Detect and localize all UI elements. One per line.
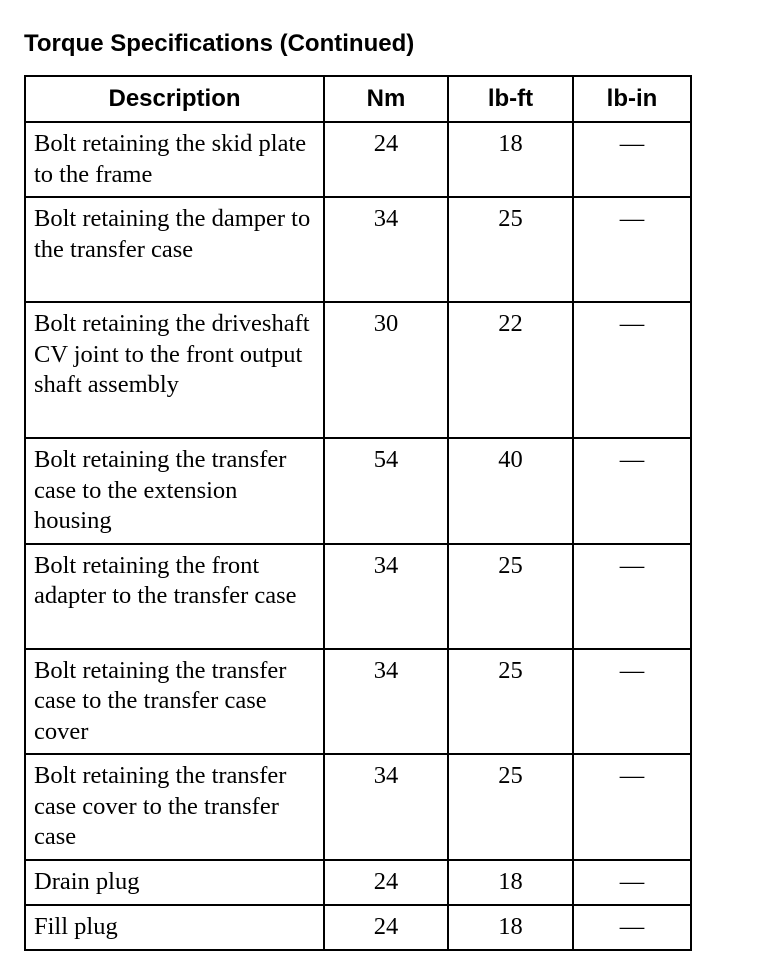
cell-lb-ft: 18: [448, 860, 573, 905]
cell-lb-ft: 22: [448, 302, 573, 438]
cell-description: Bolt retaining the damper to the transfer case: [25, 197, 324, 302]
cell-lb-in: —: [573, 197, 691, 302]
cell-nm: 34: [324, 197, 448, 302]
table-row: [25, 544, 691, 649]
table-row: [25, 860, 691, 905]
cell-description: Bolt retaining the transfer case to the transfer case cover: [25, 649, 324, 755]
cell-description: Drain plug: [25, 860, 324, 905]
cell-lb-ft: 18: [448, 905, 573, 950]
table-header-row: [25, 76, 691, 122]
table-row: [25, 649, 691, 755]
table-row: [25, 197, 691, 302]
cell-nm: 54: [324, 438, 448, 544]
cell-lb-in: —: [573, 302, 691, 438]
cell-lb-ft: 25: [448, 544, 573, 649]
cell-description: Bolt retaining the transfer case to the extension housing: [25, 438, 324, 544]
cell-lb-in: —: [573, 860, 691, 905]
cell-nm: 24: [324, 905, 448, 950]
header-nm: Nm: [324, 76, 448, 122]
cell-nm: 30: [324, 302, 448, 438]
table-row: [25, 754, 691, 860]
cell-description: Bolt retaining the driveshaft CV joint to the front output shaft assembly: [25, 302, 324, 438]
cell-nm: 24: [324, 860, 448, 905]
cell-lb-in: —: [573, 649, 691, 755]
table-row: [25, 905, 691, 950]
cell-nm: 34: [324, 544, 448, 649]
cell-lb-in: —: [573, 754, 691, 860]
header-lb-ft: lb-ft: [448, 76, 573, 122]
cell-lb-ft: 25: [448, 649, 573, 755]
header-description: Description: [25, 76, 324, 122]
table-row: [25, 122, 691, 197]
page-title: Torque Specifications (Continued): [24, 30, 415, 57]
cell-lb-ft: 40: [448, 438, 573, 544]
cell-nm: 34: [324, 649, 448, 755]
header-lb-in: lb-in: [573, 76, 691, 122]
cell-nm: 34: [324, 754, 448, 860]
cell-lb-ft: 18: [448, 122, 573, 197]
cell-lb-in: —: [573, 905, 691, 950]
cell-description: Bolt retaining the skid plate to the frame: [25, 122, 324, 197]
cell-lb-ft: 25: [448, 197, 573, 302]
torque-spec-table: [24, 75, 692, 951]
cell-nm: 24: [324, 122, 448, 197]
cell-lb-ft: 25: [448, 754, 573, 860]
cell-description: Bolt retaining the transfer case cover to the transfer case: [25, 754, 324, 860]
cell-lb-in: —: [573, 438, 691, 544]
cell-description: Fill plug: [25, 905, 324, 950]
cell-lb-in: —: [573, 544, 691, 649]
cell-description: Bolt retaining the front adapter to the transfer case: [25, 544, 324, 649]
table-row: [25, 302, 691, 438]
table-row: [25, 438, 691, 544]
cell-lb-in: —: [573, 122, 691, 197]
